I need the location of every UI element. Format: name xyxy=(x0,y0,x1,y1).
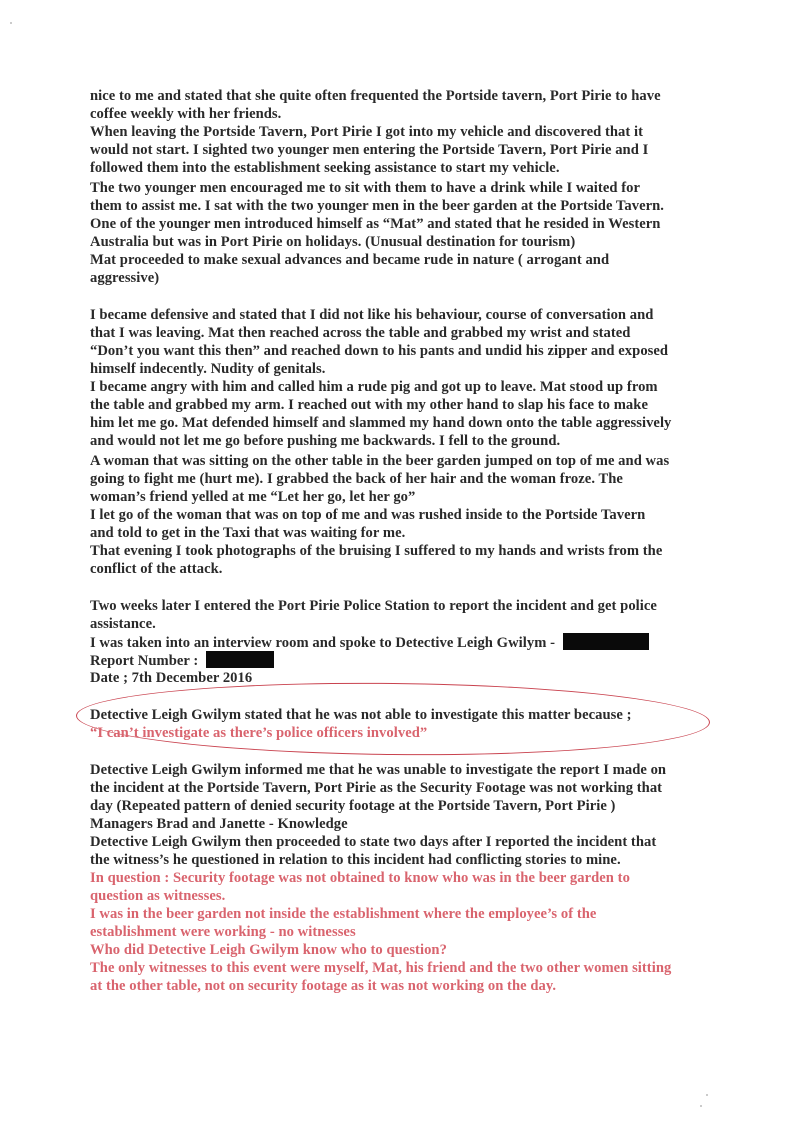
text-line: “Don’t you want this then” and reached down to his pants and undid his zipper and exposed xyxy=(90,343,669,359)
text-line: The two younger men encouraged me to sit with them to have a drink while I waited for xyxy=(90,180,640,196)
text-line: would not start. I sighted two younger men entering the Portside Tavern, Port Pirie and I xyxy=(90,142,649,158)
text-line: assistance. xyxy=(90,616,156,632)
text-line: nice to me and stated that she quite often frequented the Portside tavern, Port Pirie to have xyxy=(90,88,661,104)
redaction-block xyxy=(206,651,274,668)
redaction-block xyxy=(563,633,649,650)
text-line: and told to get in the Taxi that was waiting for me. xyxy=(90,525,406,541)
scan-speck xyxy=(706,1094,708,1096)
text-line: day (Repeated pattern of denied security footage at the Portside Tavern, Port Pirie ) xyxy=(90,798,616,814)
report-number-line xyxy=(90,651,274,670)
text-line: that I was leaving. Mat then reached across the table and grabbed my wrist and stated xyxy=(90,325,631,341)
text-line: the table and grabbed my arm. I reached out with my other hand to slap his face to make xyxy=(90,397,648,413)
scan-speck xyxy=(700,1105,702,1107)
text-line: That evening I took photographs of the bruising I suffered to my hands and wrists from the xyxy=(90,543,663,559)
text-line: them to assist me. I sat with the two younger men in the beer garden at the Portside Tavern. xyxy=(90,198,664,214)
highlight-line: I was in the beer garden not inside the establishment where the employee’s of the xyxy=(90,906,597,922)
text-line: Mat proceeded to make sexual advances and became rude in nature ( arrogant and xyxy=(90,252,610,268)
scan-speck xyxy=(10,22,12,24)
text-line: going to fight me (hurt me). I grabbed the back of her hair and the woman froze. The xyxy=(90,471,623,487)
text-line: woman’s friend yelled at me “Let her go, let her go” xyxy=(90,489,416,505)
text-line: A woman that was sitting on the other table in the beer garden jumped on top of me and was xyxy=(90,453,670,469)
text-line: himself indecently. Nudity of genitals. xyxy=(90,361,326,377)
text-line: aggressive) xyxy=(90,270,160,286)
report-number-label: Report Number : xyxy=(90,653,199,669)
text-line: I became defensive and stated that I did not like his behaviour, course of conversation and xyxy=(90,307,654,323)
text-line: I became angry with him and called him a rude pig and got up to leave. Mat stood up from xyxy=(90,379,658,395)
text-line: coffee weekly with her friends. xyxy=(90,106,282,122)
highlight-line: In question : Security footage was not obtained to know who was in the beer garden to xyxy=(90,870,630,886)
text-line: I let go of the woman that was on top of me and was rushed inside to the Portside Tavern xyxy=(90,507,646,523)
highlight-line: Who did Detective Leigh Gwilym know who to question? xyxy=(90,942,447,958)
highlight-line: at the other table, not on security footage as it was not working on the day. xyxy=(90,978,557,994)
highlight-line: question as witnesses. xyxy=(90,888,226,904)
quote-highlight: “I can’t investigate as there’s police officers involved” xyxy=(90,725,428,741)
date-line: Date ; 7th December 2016 xyxy=(90,670,253,686)
text-line: Detective Leigh Gwilym then proceeded to state two days after I reported the incident that xyxy=(90,834,657,850)
text-line: One of the younger men introduced himself as “Mat” and stated that he resided in Western xyxy=(90,216,661,232)
text-line: the witness’s he questioned in relation to this incident had conflicting stories to mine. xyxy=(90,852,621,868)
text-line: Detective Leigh Gwilym stated that he was not able to investigate this matter because ; xyxy=(90,707,632,723)
text-line: Managers Brad and Janette - Knowledge xyxy=(90,816,348,832)
text-line: Detective Leigh Gwilym informed me that he was unable to investigate the report I made on xyxy=(90,762,667,778)
text-line: Two weeks later I entered the Port Pirie Police Station to report the incident and get police xyxy=(90,598,657,614)
text-line: him let me go. Mat defended himself and slammed my hand down onto the table aggressively xyxy=(90,415,672,431)
text-line: and would not let me go before pushing me backwards. I fell to the ground. xyxy=(90,433,561,449)
highlight-line: establishment were working - no witnesses xyxy=(90,924,356,940)
text-line: the incident at the Portside Tavern, Port Pirie as the Security Footage was not working that xyxy=(90,780,663,796)
text-line: followed them into the establishment seeking assistance to start my vehicle. xyxy=(90,160,560,176)
detective-line xyxy=(90,633,649,652)
detective-label: I was taken into an interview room and spoke to Detective Leigh Gwilym - xyxy=(90,635,556,651)
highlight-line: The only witnesses to this event were myself, Mat, his friend and the two other women sitting xyxy=(90,960,672,976)
text-line: Australia but was in Port Pirie on holidays. (Unusual destination for tourism) xyxy=(90,234,576,250)
text-line: When leaving the Portside Tavern, Port Pirie I got into my vehicle and discovered that it xyxy=(90,124,644,140)
text-line: conflict of the attack. xyxy=(90,561,223,577)
